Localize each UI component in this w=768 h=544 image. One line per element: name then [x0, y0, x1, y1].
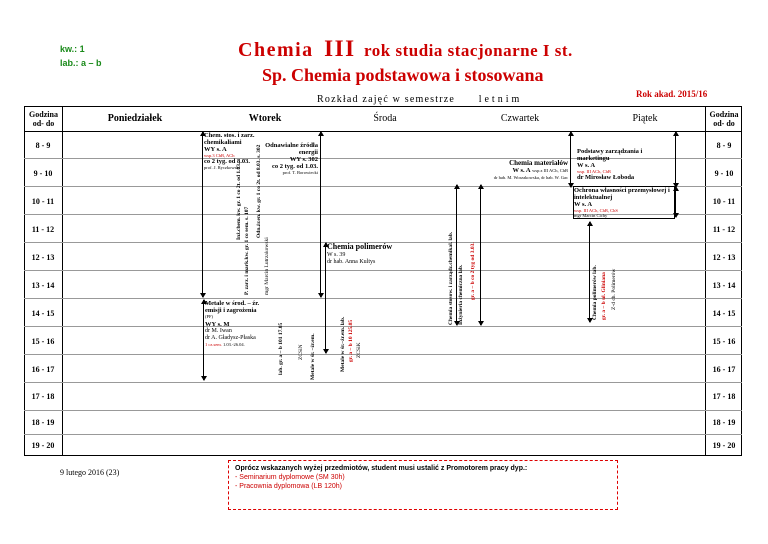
- hour-label: 16 - 17: [31, 365, 55, 374]
- hour-label: 8 - 9: [716, 141, 732, 150]
- course-fri-podstawy: Podstawy zarządzania i marketingu W s. A wsp. III ACh, ChB dr Mirosław Łoboda: [577, 148, 643, 181]
- thursday-header: Czwartek: [500, 113, 540, 124]
- hour-label: 13 - 14: [31, 281, 55, 290]
- hour-label: 19 - 20: [31, 441, 55, 450]
- tue-vertical-odnawialne: Odn.źr.en. kw. gr. 1 co 2t. od 8.03. s. 302: [256, 144, 262, 238]
- hour-label: 17 - 18: [712, 392, 736, 401]
- hour-label: 8 - 9: [35, 141, 51, 150]
- thu-vertical-inzchem: Inżynieria chemiczna lab.: [458, 264, 464, 325]
- hour-label: 10 - 11: [712, 197, 736, 206]
- hour-label: 9 - 10: [33, 169, 53, 178]
- course-wed-polimery: Chemia polimerów W s. 39 dr hab. Anna Kultys: [327, 242, 393, 265]
- course-fri-ochrona: Ochrona własności przemysłowej i intelektualnej W s. A wsp. III ACh, ChB, ChS mgr Marcin Cichy: [573, 186, 675, 219]
- tue-vertical-metale-lab: lab. gr. a – b 101 17.05: [278, 322, 284, 375]
- tuesday-header: Wtorek: [248, 113, 282, 124]
- wed-vertical-metale: Metale w śr.–źr.em. lab.: [340, 316, 346, 372]
- wed-vertical-groups: gr. a – b 10 125.05: [348, 319, 354, 362]
- thu-vertical-groups: gr. a – b co 2 tyg od 3.03.: [470, 242, 476, 300]
- hour-label: 19 - 20: [712, 441, 736, 450]
- hours-left-header: Godzina od- do: [29, 110, 58, 128]
- course-tue-metale: Metale w środ. – źr. emisji i zagrożenia (PF) WY s. M dr M. Iwan dr A. Gładysz-Płaska 1 cz.sem. 1.03.-26.04.: [205, 300, 260, 347]
- page-title: Chemia III rok studia stacjonarne I st.: [238, 36, 573, 61]
- lab-label: lab.: a – b: [60, 58, 102, 68]
- wed-vertical-zcsik: ZCSiK: [356, 342, 362, 358]
- schedule-label: Rozkład zajęć w semestrze letnim: [317, 94, 523, 105]
- thu-vertical-chemstos: Chemia stosow. i zarządz.chemikal. lab.: [448, 231, 454, 325]
- hour-label: 9 - 10: [714, 169, 734, 178]
- hour-label: 15 - 16: [31, 337, 55, 346]
- kw-label: kw.: 1: [60, 44, 85, 54]
- tue-vertical-metale-em: Metale w śr. –źr.em.: [310, 333, 316, 380]
- hour-label: 15 - 16: [712, 337, 736, 346]
- hours-right-header: Godzina od- do: [709, 110, 739, 128]
- hour-label: 11 - 12: [712, 225, 736, 234]
- course-thu-materialow: Chemia materiałów W s. A wsp.z III ACh, ChB dr hab. M. Worzakowska, dr hab. W. Gac: [493, 159, 568, 180]
- hour-label: 14 - 15: [31, 309, 55, 318]
- friday-header: Piątek: [632, 113, 658, 124]
- hour-label: 12 - 13: [712, 253, 736, 262]
- fri-vertical-zakład: Z-d ch. Polimerów: [611, 268, 617, 310]
- academic-year: Rok akad. 2015/16: [636, 89, 708, 99]
- hour-label: 16 - 17: [712, 365, 736, 374]
- course-tue-odnawialne: Odnawialne źródła energii WY s. 302 co 2 tyg. od 1.03. prof. T. Borowiecki: [265, 142, 318, 175]
- course-tue-chem-stos: Chem. stos. i zarz. chemikaliami WY s. A wsp.3 ChB, ACh co 2 tyg. od 8.03. prof. J. Ryczkowski: [204, 132, 255, 170]
- hour-label: 18 - 19: [712, 418, 736, 427]
- diploma-note: Oprócz wskazanych wyżej przedmiotów, student musi ustalić z Promotorem pracy dyp.: - Seminarium dyplomowe (SM 30h) - Pracownia dyplomowa (LB 120h): [228, 460, 618, 510]
- tue-vertical-pzarz: P. zarz. i mark.kw. gr. 1 co sem. s. 107: [244, 206, 250, 295]
- hour-label: 14 - 15: [712, 309, 736, 318]
- tue-vertical-teacher: mgr Marcin Lutrzakowski: [264, 237, 270, 295]
- tue-vertical-zcsin: ZCSiN: [298, 344, 304, 360]
- hour-label: 18 - 19: [31, 418, 55, 427]
- footer-date: 9 lutego 2016 (23): [60, 468, 120, 477]
- hour-label: 17 - 18: [31, 392, 55, 401]
- tue-vertical-inzchem: Inż.chem. kw. gr. 1 co 2t. od 1.03.: [236, 162, 242, 240]
- hour-label: 12 - 13: [31, 253, 55, 262]
- fri-vertical-groups: gr. a – b ul. Gliniana: [601, 272, 607, 320]
- page-subtitle: Sp. Chemia podstawowa i stosowana: [262, 65, 544, 85]
- fri-vertical-polimery: Chemia polimerów lab.: [592, 265, 598, 320]
- hour-label: 10 - 11: [31, 197, 55, 206]
- wednesday-header: Środa: [373, 113, 397, 124]
- hour-label: 11 - 12: [31, 225, 55, 234]
- hour-label: 13 - 14: [712, 281, 736, 290]
- monday-header: Poniedziałek: [107, 113, 163, 124]
